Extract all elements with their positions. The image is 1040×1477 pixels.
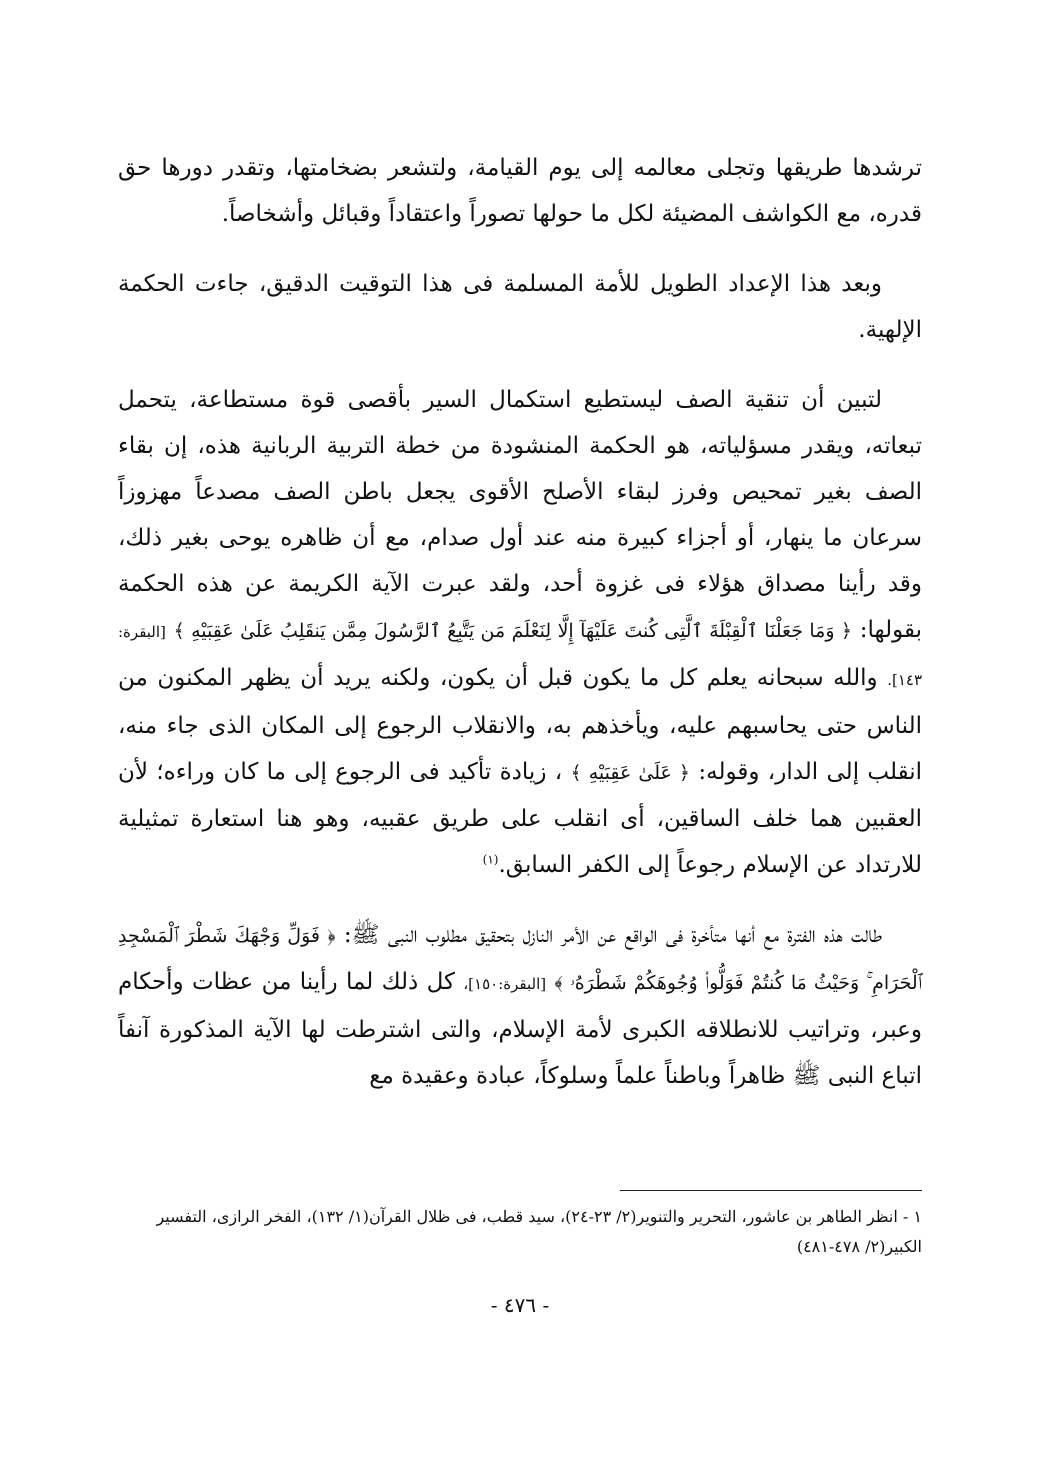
paragraph-1-text: ترشدها طريقها وتجلى معالمه إلى يوم القيامة، ولتشعر بضخامتها، وتقدر دورها حق قدره، مع الكواشف المضيئة لكل ما حولها تصوراً واعتقاداً وقبائل وأشخاصاً. xyxy=(118,155,922,227)
paragraph-2-text: وبعد هذا الإعداد الطويل للأمة المسلمة فى هذا التوقيت الدقيق، جاءت الحكمة الإلهية. xyxy=(118,271,922,343)
paragraph-2 xyxy=(118,261,922,353)
quran-reference-3: [البقرة:١٥٠]، xyxy=(463,975,547,993)
paragraph-3-text-b: والله سبحانه يعلم كل ما يكون قبل أن يكون، ولكنه يريد أن يظهر المكنون من الناس حتى يحاسبهم عليه، ويأخذهم به، والانقلاب الرجوع إلى المكان الذى جاء منه، انقلب إلى الدار، وقوله: xyxy=(118,665,923,785)
paragraph-1 xyxy=(118,145,922,237)
paragraph-3 xyxy=(118,377,922,888)
quran-verse-3: ﴿ فَوَلِّ وَجْهَكَ شَطْرَ ٱلْمَسْجِدِ ٱلْحَرَامِ ۚ وَحَيْثُ مَا كُنتُمْ فَوَلُّوا۟ وُجُوهَكُمْ شَطْرَهُۥ ﴾ xyxy=(118,925,923,994)
body-text xyxy=(118,145,922,1123)
footnote-marker[interactable]: (١) xyxy=(482,852,499,867)
quran-verse-1: ﴿ وَمَا جَعَلْنَا ٱلْقِبْلَةَ ٱلَّتِى كُنتَ عَلَيْهَآ إِلَّا لِنَعْلَمَ مَن يَتَّبِعُ ٱلرَّسُولَ مِمَّن يَنقَلِبُ عَلَىٰ عَقِبَيْهِ ﴾ xyxy=(173,620,853,642)
paragraph-4-text-b: كل ذلك لما رأينا من عظات وأحكام وعبر، وتراتيب للانطلاقه الكبرى لأمة الإسلام، والتى اشترطت لها الآية المذكورة آنفاً اتباع النبى ﷺ ظاهراً وباطناً علماً وسلوكاً، عبادة وعقيدة مع xyxy=(118,969,922,1089)
page-number: - ٤٧٦ - xyxy=(490,1293,550,1317)
paragraph-3-text-c: ، زيادة تأكيد فى الرجوع إلى ما كان وراءه؛ لأن العقبين هما خلف الساقين، أى انقلب على طريق عقبيه، وهو هنا استعارة تمثيلية للارتداد عن الإسلام رجوعاً إلى الكفر السابق. xyxy=(118,759,922,878)
paragraph-4-text-a: طالت هذه الفترة مع أنها متأخرة فى الواقع عن الأمر النازل بتحقيق مطلوب النبى ﷺ: xyxy=(343,922,882,948)
quran-verse-2: ﴿ عَلَىٰ عَقِبَيْهِ ﴾ xyxy=(570,762,691,784)
footnote-text: ١ - انظر الطاهر بن عاشور، التحرير والتنوير(٢/ ٢٣-٢٤)، سيد قطب، فى ظلال القرآن(١/ ١٣٢)، الفخر الرازى، التفسير الكبير(٢/ ٤٧٨-٤٨١) xyxy=(156,1207,922,1256)
paragraph-3-text-a: لتبين أن تنقية الصف ليستطيع استكمال السير بأقصى قوة مستطاعة، يتحمل تبعاته، ويقدر مسؤلياته، هو الحكمة المنشودة من خطة التربية الربانية هذه، إن بقاء الصف بغير تمحيص وفرز لبقاء الأصلح الأقوى يجعل باطن الصف مصدعاً مهزوزاً سرعان ما ينهار، أو أجزاء كبيرة منه عند أول صدام، مع أن ظاهره يوحى بغير ذلك، وقد رأينا مصداق هؤلاء فى غزوة أحد، ولقد عبرت الآية الكريمة عن هذه الحكمة بقولها: xyxy=(118,387,923,643)
footnote xyxy=(118,1202,922,1262)
quran-reference-1: [البقرة: ١٤٣]. xyxy=(118,623,922,689)
footnote-separator xyxy=(620,1190,922,1191)
paragraph-4 xyxy=(118,912,922,1099)
